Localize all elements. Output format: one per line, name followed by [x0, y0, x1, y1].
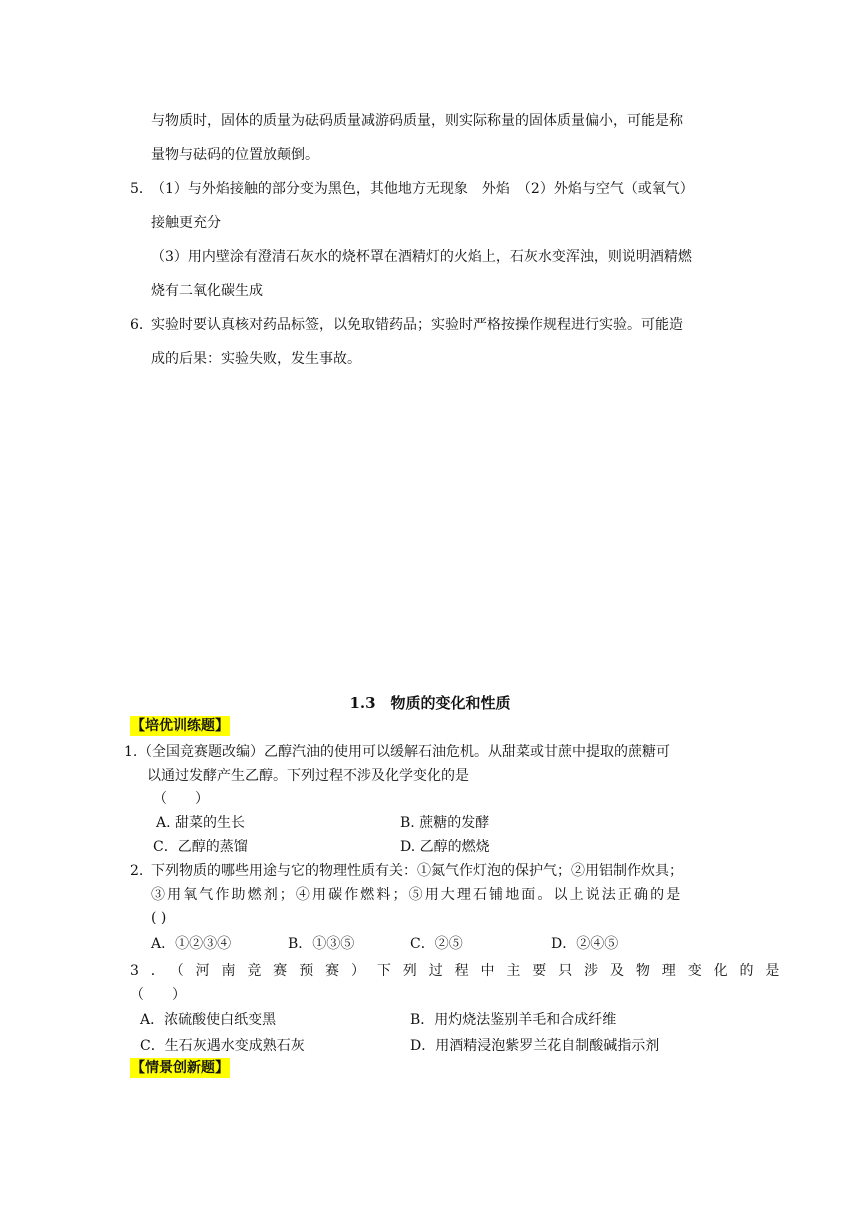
- question-1-number: 1.: [124, 744, 138, 760]
- question-3-option-d: D．用酒精浸泡紫罗兰花自制酸碱指示剂: [410, 1038, 660, 1054]
- question-2-number: 2.: [130, 863, 144, 879]
- answer-5-line-2: 接触更充分: [151, 215, 221, 231]
- question-2-option-c: C．②⑤: [410, 936, 463, 952]
- answer-4-line-2: 量物与砝码的位置放颠倒。: [151, 147, 319, 163]
- answer-5-line-1: （1）与外焰接触的部分变为黑色，其他地方无现象 外焰 （2）外焰与空气（或氧气）: [151, 181, 694, 197]
- question-2-answer-paren: ( ): [151, 910, 167, 926]
- question-2-line-2-text: ③用氧气作助燃剂；④用碳作燃料；⑤用大理石铺地面。以上说法正确的是: [151, 887, 683, 903]
- question-2-line-1: 下列物质的哪些用途与它的物理性质有关：①氮气作灯泡的保护气；②用铝制作炊具；: [151, 863, 683, 879]
- answer-5-number: 5．: [130, 181, 153, 197]
- section-tag-training: 【培优训练题】: [131, 718, 229, 734]
- question-2-option-b: B．①③⑤: [288, 936, 355, 952]
- question-2-option-d: D．②④⑤: [551, 936, 619, 952]
- question-2-option-a: A．①②③④: [151, 936, 232, 952]
- answer-6-number: 6．: [130, 317, 153, 333]
- question-3-line-1: 3．（河南竞赛预赛）下列过程中主要只涉及物理变化的是: [130, 963, 792, 979]
- question-1-option-b: B. 蔗糖的发酵: [400, 815, 490, 831]
- answer-6-line-1: 实验时要认真核对药品标签，以免取错药品；实验时严格按操作规程进行实验。可能造: [151, 317, 683, 333]
- question-1-option-c: C．乙醇的蒸馏: [153, 839, 248, 855]
- question-2-line-2: [151, 885, 729, 905]
- question-3-option-c: C．生石灰遇水变成熟石灰: [140, 1038, 305, 1054]
- answer-6-line-2: 成的后果：实验失败，发生事故。: [151, 351, 361, 367]
- question-1-option-a: A. 甜菜的生长: [156, 815, 246, 831]
- question-1-line-1: （全国竞赛题改编）乙醇汽油的使用可以缓解石油危机。从甜菜或甘蔗中提取的蔗糖可: [138, 744, 670, 760]
- question-3-answer-paren: （ ）: [130, 987, 186, 1003]
- question-1-answer-paren: （ ）: [153, 791, 209, 807]
- section-tag-scenario: 【情景创新题】: [131, 1060, 229, 1076]
- answer-4-line-1: 与物质时，固体的质量为砝码质量减游码质量，则实际称量的固体质量偏小，可能是称: [151, 113, 683, 129]
- question-1-option-d: D. 乙醇的燃烧: [400, 839, 490, 855]
- section-title: 1.3 物质的变化和性质: [349, 694, 511, 712]
- answer-5-line-4: 烧有二氧化碳生成: [151, 283, 263, 299]
- question-1-line-2: 以通过发酵产生乙醇。下列过程不涉及化学变化的是: [147, 768, 469, 784]
- question-3-option-b: B．用灼烧法鉴别羊毛和合成纤维: [410, 1012, 617, 1028]
- answer-5-line-3: （3）用内壁涂有澄清石灰水的烧杯罩在酒精灯的火焰上，石灰水变浑浊，则说明酒精燃: [151, 249, 692, 265]
- question-3-option-a: A．浓硫酸使白纸变黑: [140, 1012, 277, 1028]
